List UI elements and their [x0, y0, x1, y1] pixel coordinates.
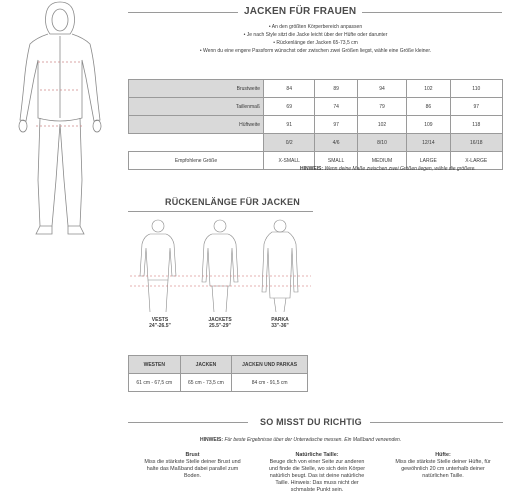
column-header: JACKEN UND PARKAS — [232, 356, 308, 374]
main-title: JACKEN FÜR FRAUEN — [244, 6, 357, 17]
measure-column-hip: Hüfte: Miss die stärkste Stelle deiner Hüfte, für gewöhnlich 20 cm unterhalb deiner natürlichen Taille. — [380, 452, 506, 480]
measure-rule-left — [128, 422, 248, 423]
recommended-size: LARGE — [407, 152, 450, 170]
figure-label-jackets: JACKETS 25.5"-29" — [208, 317, 232, 329]
recommended-size: X-LARGE — [450, 152, 502, 170]
table-cell: 86 — [407, 98, 450, 116]
table-cell: 102 — [407, 80, 450, 98]
table-cell: 118 — [450, 116, 502, 134]
table-cell: 74 — [315, 98, 357, 116]
bullet-item: • Rückenlänge der Jacken 65-73,5 cm — [273, 40, 358, 46]
row-label: Brustweite — [129, 80, 264, 98]
title-rule-right — [362, 12, 502, 13]
back-length-table — [128, 355, 308, 392]
recommended-size: MEDIUM — [357, 152, 406, 170]
column-heading: Brust — [185, 452, 200, 458]
figure-label-vests: VESTS 24"-26.5" — [149, 317, 171, 329]
back-length-title: RÜCKENLÄNGE FÜR JACKEN — [165, 197, 300, 207]
table-header-row — [129, 356, 308, 374]
size-number: 16/18 — [450, 134, 502, 152]
table-cell: 61 cm - 67,5 cm — [129, 374, 181, 392]
column-heading: Natürliche Taille: — [295, 452, 339, 458]
table-cell: 84 — [264, 80, 315, 98]
bullet-item: • An den größten Körperbereich anpassen — [268, 24, 363, 30]
size-number: 12/14 — [407, 134, 450, 152]
table-cell: 84 cm - 91,5 cm — [232, 374, 308, 392]
title-rule-left — [128, 12, 238, 13]
hint-label: HINWEIS: — [300, 166, 324, 172]
table-cell: 89 — [315, 80, 357, 98]
table-cell: 110 — [450, 80, 502, 98]
column-heading: Hüfte: — [435, 452, 451, 458]
figure-label-parka: PARKA 33"-36" — [271, 317, 289, 329]
table-cell: 65 cm - 73,5 cm — [180, 374, 232, 392]
table-cell: 97 — [315, 116, 357, 134]
row-label: Taillenmaß — [129, 98, 264, 116]
table-row — [129, 374, 308, 392]
column-header: JACKEN — [180, 356, 232, 374]
size-hint — [300, 166, 476, 172]
size-number: 8/10 — [357, 134, 406, 152]
table-cell: 102 — [357, 116, 406, 134]
body-figure-illustration — [0, 0, 120, 245]
size-number-row — [129, 134, 503, 152]
bullet-item: • Wenn du eine engere Passform wünschst oder zwischen zwei Größen liegst, wähle eine Größe kleiner. — [199, 48, 432, 54]
measure-column-chest: Brust Miss die stärkste Stelle deiner Brust und halte das Maßband dabei parallel zum Boden. — [130, 452, 255, 480]
size-number: 0/2 — [264, 134, 315, 152]
bullet-item: • Je nach Style sitzt die Jacke leicht über der Hüfte oder darunter — [243, 32, 388, 38]
size-chart-table — [128, 79, 503, 170]
recommended-size: X-SMALL — [264, 152, 315, 170]
table-cell: 109 — [407, 116, 450, 134]
back-length-figures — [128, 216, 313, 316]
size-number: 4/6 — [315, 134, 357, 152]
hint-text: Für beste Ergebnisse über der Unterwäsche messen. Ein Maßband verwenden. — [224, 437, 402, 443]
table-cell: 97 — [450, 98, 502, 116]
blank-cell — [129, 134, 264, 152]
recommended-size: SMALL — [315, 152, 357, 170]
row-label: Hüftweite — [129, 116, 264, 134]
recommended-label: Empfohlene Größe — [129, 152, 264, 170]
table-cell: 94 — [357, 80, 406, 98]
hint-text: Wenn deine Maße zwischen zwei Größen liegen, wähle die größere. — [324, 166, 476, 172]
table-row — [129, 80, 503, 98]
measure-hint — [200, 437, 401, 443]
measure-rule-right — [370, 422, 503, 423]
table-cell: 69 — [264, 98, 315, 116]
table-cell: 91 — [264, 116, 315, 134]
hint-label: HINWEIS: — [200, 437, 224, 443]
table-cell: 79 — [357, 98, 406, 116]
table-row — [129, 116, 503, 134]
column-header: WESTEN — [129, 356, 181, 374]
bullet-list — [128, 23, 503, 55]
measure-column-waist: Natürliche Taille: Beuge dich von einer Seite zur anderen und finde die Stelle, wo sich dein Körper natürlich beugt. Das ist deine natürliche Taille. Hinweis: Das muss nicht der schmalste Punkt sein. — [252, 452, 382, 494]
back-title-rule — [128, 211, 313, 212]
measure-title: SO MISST DU RICHTIG — [260, 417, 362, 427]
table-row — [129, 98, 503, 116]
